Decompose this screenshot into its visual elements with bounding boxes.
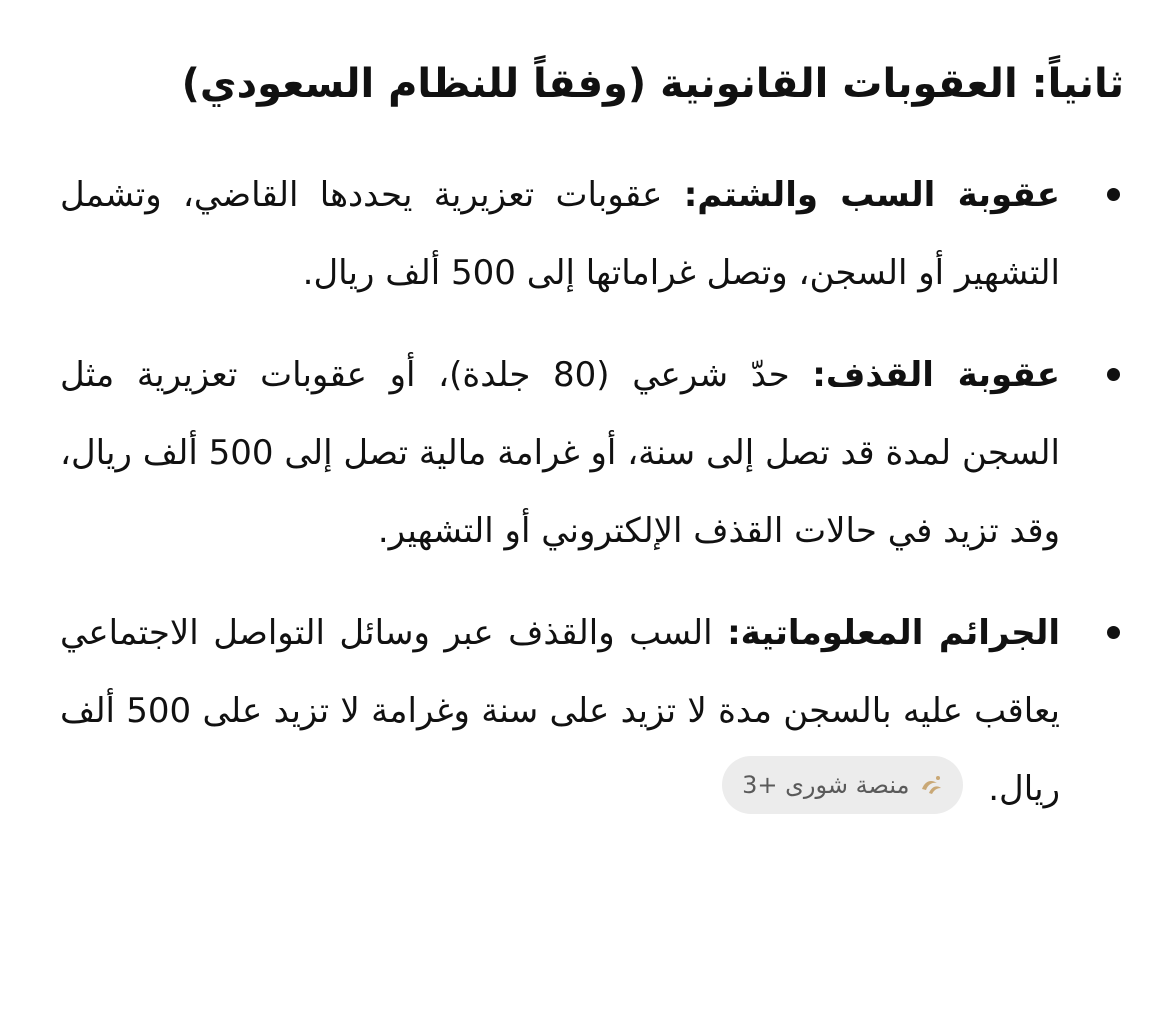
bullet-icon [1107, 368, 1120, 381]
shura-logo-icon [917, 771, 945, 799]
item-lead: عقوبة القذف: [812, 355, 1060, 395]
source-citation-chip[interactable] [722, 756, 963, 814]
bullet-icon [1107, 626, 1120, 639]
source-chip-label: منصة شورى +3 [742, 770, 910, 799]
penalties-list [60, 156, 1124, 828]
item-text: السب والقذف عبر وسائل التواصل الاجتماعي يعاقب عليه بالسجن مدة لا تزيد على سنة وغرامة لا تزيد على 500 ألف ريال. [60, 613, 1061, 809]
item-lead: الجرائم المعلوماتية: [727, 613, 1060, 653]
list-item-cybercrime-penalty [60, 594, 1124, 828]
section-heading: ثانياً: العقوبات القانونية (وفقاً للنظام السعودي) [181, 61, 1124, 107]
list-item-defamation-penalty [60, 336, 1124, 570]
item-text: عقوبات تعزيرية يحددها القاضي، وتشمل التشهير أو السجن، وتصل غراماتها إلى 500 ألف ريال. [60, 175, 1060, 293]
item-lead: عقوبة السب والشتم: [683, 175, 1061, 215]
bullet-icon [1107, 188, 1120, 201]
list-item-insult-penalty [60, 156, 1124, 312]
item-text: حدّ شرعي (80 جلدة)، أو عقوبات تعزيرية مثل السجن لمدة قد تصل إلى سنة، أو غرامة مالية تصل إلى 500 ألف ريال، وقد تزيد في حالات القذف الإلكتروني أو التشهير. [60, 355, 1060, 551]
